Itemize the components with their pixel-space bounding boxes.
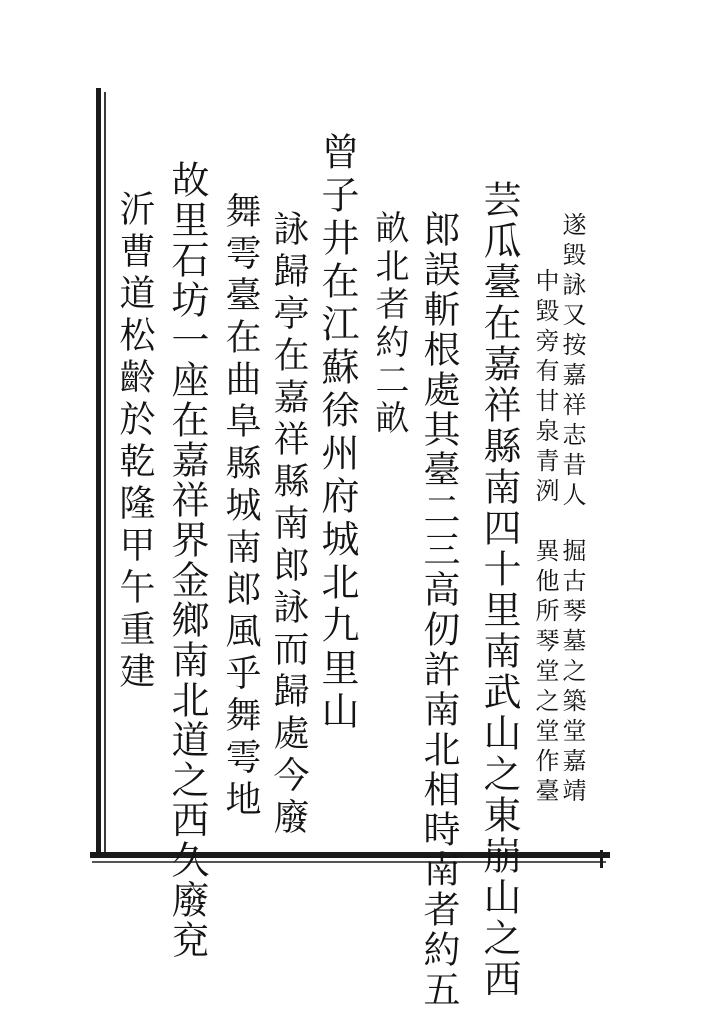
text-column-12: 沂曹道松齡於乾隆甲午重建 [114,190,155,694]
text-column-4: 異他所琴堂之堂作臺 [531,538,559,808]
text-column-9: 詠歸亭在嘉祥縣南郎詠而歸處今廢 [268,210,309,840]
text-column-6: 郎誤斬根處其臺二三高仞許南北相時南者約五 [417,210,460,1010]
frame-border-right [600,850,603,868]
text-column-8: 曾子井在江蘇徐州府城北九里山 [315,132,359,734]
frame-border-left [96,88,101,858]
text-column-5: 芸瓜臺在嘉祥縣南四十里南武山之東崩山之西 [477,180,521,1000]
text-column-1: 遂毀詠又按嘉祥志昔人 [558,212,586,512]
text-column-7: 畝北者約二畝 [369,210,409,438]
frame-border-left-inner [104,92,106,852]
text-column-2: 中毀旁有甘泉青洌 [531,268,559,508]
text-column-11: 故里石坊一座在嘉祥界金鄉南北道之西久廢兗 [165,160,209,960]
text-column-3: 掘古琴墓之築堂嘉靖 [558,538,586,808]
text-column-10: 舞雩臺在曲阜縣城南郎風乎舞雩地 [220,192,261,822]
